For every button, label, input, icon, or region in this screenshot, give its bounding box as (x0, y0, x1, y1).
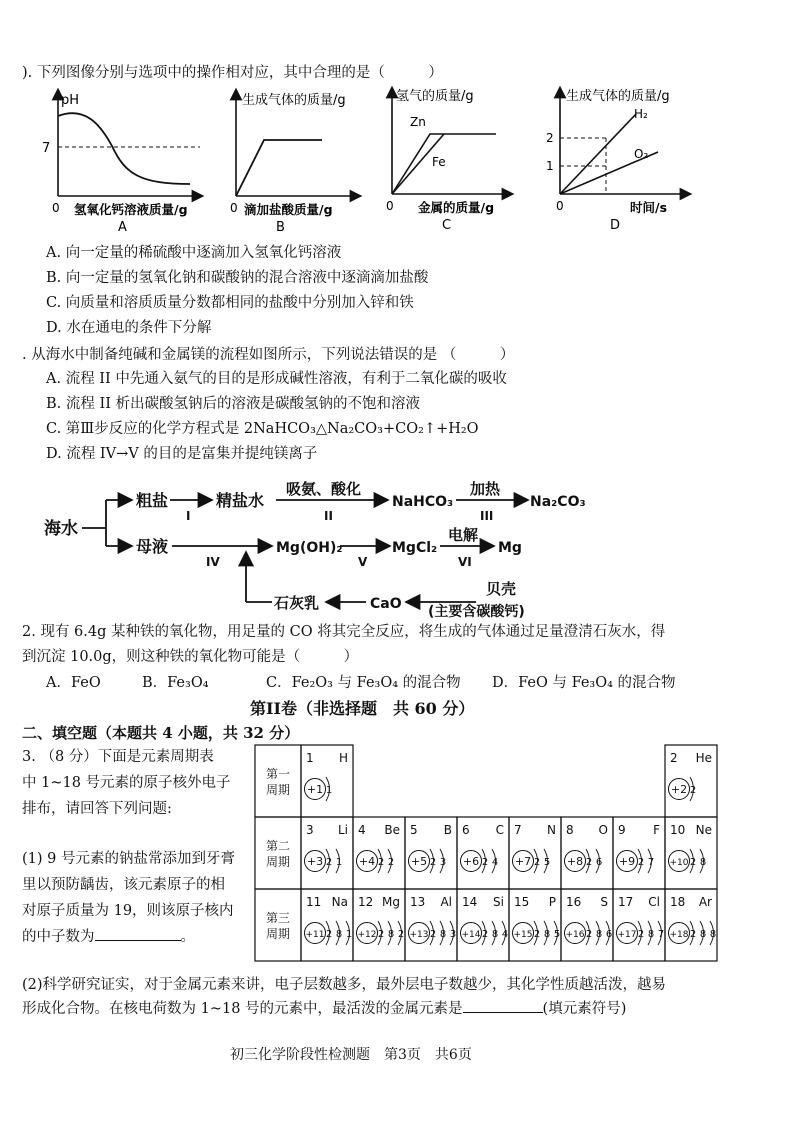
flow-step-4: IV (206, 555, 220, 569)
shell-electron-count: 2 (689, 857, 697, 868)
q-periodic-sub2-text: 形成化合物。在核电荷数为 1~18 号的元素中，最活泼的金属元素是 (22, 1001, 463, 1017)
element-number: 11 (306, 895, 322, 909)
element-symbol: B (443, 823, 452, 837)
shell-electron-count: 2 (325, 929, 333, 940)
graph-b-origin: 0 (230, 201, 238, 215)
graph-a (42, 93, 200, 235)
element-number: 7 (514, 823, 522, 837)
shell-electron-count: 4 (501, 929, 509, 940)
shell-electron-count: 2 (429, 929, 437, 940)
element-symbol: O (598, 823, 608, 837)
element-symbol: H (338, 751, 348, 765)
graph-d-ylabel: 生成气体的质量/g (566, 89, 670, 104)
flow-mgoh2: Mg(OH)₂ (276, 540, 343, 556)
element-symbol: F (653, 823, 660, 837)
graph-d-xlabel: 时间/s (630, 200, 668, 215)
shell-electron-count: 1 (325, 785, 333, 796)
period-label-1: 第一 (265, 767, 291, 781)
graph-a-letter: A (118, 220, 127, 235)
element-symbol: Li (337, 823, 348, 837)
shell-electron-count: 2 (637, 857, 645, 868)
nucleus-charge: +18 (669, 930, 689, 940)
fill-in-heading: 二、填空题（本题共 4 小题，共 32 分） (22, 724, 300, 742)
shell-electron-count: 2 (377, 929, 385, 940)
shell-electron-count: 3 (449, 929, 457, 940)
neutron-answer-blank[interactable] (95, 940, 181, 941)
period-label-1-b: 周期 (265, 783, 291, 797)
q-iron-oxide-option-d: D．FeO 与 Fe₃O₄ 的混合物 (492, 675, 676, 691)
shell-electron-count: 2 (481, 929, 489, 940)
shell-electron-count: 2 (585, 857, 593, 868)
shell-electron-count: 2 (585, 929, 593, 940)
shell-electron-count: 7 (647, 857, 655, 868)
graph-c-letter: C (442, 218, 452, 233)
nucleus-charge: +5 (410, 855, 428, 868)
element-number: 12 (358, 895, 374, 909)
nucleus-charge: +14 (461, 930, 481, 940)
flow-mg: Mg (498, 540, 522, 556)
shell-electron-count: 5 (553, 929, 561, 940)
flow-ammonia-acid: 吸氨、酸化 (286, 480, 362, 498)
element-number: 14 (462, 895, 478, 909)
shell-electron-count: 8 (709, 929, 717, 940)
flow-cao: CaO (370, 596, 402, 612)
nucleus-charge: +4 (358, 855, 376, 868)
flow-nahco3: NaHCO₃ (392, 494, 454, 510)
shell-electron-count: 2 (689, 785, 697, 796)
element-number: 18 (670, 895, 686, 909)
graph-c-xlabel: 金属的质量/g (418, 200, 495, 215)
q-iron-oxide-line1: 2. 现有 6.4g 某种铁的氧化物，用足量的 CO 将其完全反应，将生成的气体通过足量澄清石灰水，得 (22, 624, 666, 640)
nucleus-charge: +7 (514, 855, 532, 868)
shell-electron-count: 1 (345, 929, 353, 940)
graph-b (230, 92, 356, 235)
graphs-figure (30, 84, 750, 236)
graph-a-origin: 0 (52, 201, 60, 215)
element-number: 17 (618, 895, 634, 909)
period-label-2: 第二 (265, 839, 291, 853)
element-symbol: Na (331, 895, 348, 909)
element-symbol: Al (440, 895, 452, 909)
q-seawater-option-c: C. 第Ⅲ步反应的化学方程式是 2NaHCO₃△Na₂CO₃+CO₂↑+H₂O (46, 421, 479, 437)
q-periodic-intro-3: 排布，请回答下列问题: (22, 801, 172, 817)
shell-electron-count: 2 (689, 929, 697, 940)
q-graph-option-a: A. 向一定量的稀硫酸中逐滴加入氢氧化钙溶液 (46, 245, 342, 261)
q-periodic-sub1-4-text: 的中子数为 (22, 929, 95, 945)
element-symbol: Mg (382, 895, 400, 909)
q-graph-option-b: B. 向一定量的氢氧化钠和碳酸钠的混合溶液中逐滴滴加盐酸 (46, 270, 429, 286)
element-symbol: S (600, 895, 608, 909)
nucleus-charge: +13 (409, 930, 429, 940)
flow-step-3: III (480, 509, 494, 523)
nucleus-charge: +11 (305, 930, 325, 940)
shell-electron-count: 2 (429, 857, 437, 868)
graph-c-fe-label: Fe (432, 155, 446, 169)
element-symbol: Si (493, 895, 504, 909)
flow-crude-salt: 粗盐 (136, 491, 169, 510)
nucleus-charge: +10 (669, 858, 689, 868)
flow-electrolysis: 电解 (448, 526, 479, 544)
q-periodic-intro-1: 3. （8 分）下面是元素周期表 (22, 749, 214, 765)
graph-b-xlabel: 滴加盐酸质量/g (244, 202, 333, 217)
q-graph-option-d: D. 水在通电的条件下分解 (46, 320, 212, 336)
q-periodic-intro-2: 中 1~18 号元素的原子核外电子 (22, 775, 231, 791)
q-iron-oxide-option-c: C．Fe₂O₃ 与 Fe₃O₄ 的混合物 (266, 675, 461, 691)
q-periodic-sub2-line1: (2)科学研究证实，对于金属元素来讲，电子层数越多，最外层电子数越少，其化学性质越活泼，越易 (22, 977, 667, 993)
element-symbol: He (695, 751, 712, 765)
shell-electron-count: 2 (533, 857, 541, 868)
section-2-title: 第II卷（非选择题 共 60 分） (250, 699, 475, 718)
nucleus-charge: +2 (670, 783, 688, 796)
shell-electron-count: 5 (543, 857, 551, 868)
shell-electron-count: 4 (491, 857, 499, 868)
period-label-3-b: 周期 (265, 927, 291, 941)
element-symbol: Be (384, 823, 400, 837)
q-iron-oxide-option-b: B．Fe₃O₄ (142, 675, 209, 691)
element-number: 4 (358, 823, 366, 837)
shell-electron-count: 8 (699, 929, 707, 940)
shell-electron-count: 8 (335, 929, 343, 940)
shell-electron-count: 8 (595, 929, 603, 940)
q-seawater-stem: . 从海水中制备纯碱和金属镁的流程如图所示，下列说法错误的是 （ ） (22, 347, 515, 363)
graph-a-ytick: 7 (42, 141, 51, 156)
q-iron-oxide-line2: 到沉淀 10.0g，则这种铁的氧化物可能是（ ） (22, 649, 359, 665)
flow-step-1: I (186, 509, 191, 523)
element-number: 10 (670, 823, 686, 837)
flow-mother-liquor: 母液 (136, 537, 169, 556)
nucleus-charge: +9 (618, 855, 636, 868)
q-periodic-sub2-line2 (22, 998, 626, 1020)
nucleus-charge: +12 (357, 930, 377, 940)
shell-electron-count: 6 (595, 857, 603, 868)
flow-brine: 精盐水 (216, 491, 265, 510)
element-number: 2 (670, 751, 678, 765)
periodic-table (254, 744, 724, 970)
flow-step-5: V (358, 555, 368, 569)
nucleus-charge: +8 (566, 855, 584, 868)
graph-d-o2-label: O₂ (634, 147, 649, 161)
element-symbol: Cl (648, 895, 660, 909)
q-iron-oxide-option-a: A．FeO (46, 675, 101, 691)
shell-electron-count: 2 (637, 929, 645, 940)
nucleus-charge: +16 (565, 930, 585, 940)
flow-step-2: II (324, 509, 333, 523)
graph-d-h2-label: H₂ (634, 107, 648, 121)
flow-limewater: 石灰乳 (274, 594, 320, 612)
page-footer: 初三化学阶段性检测题 第3页 共6页 (230, 1047, 472, 1063)
element-number: 3 (306, 823, 314, 837)
element-symbol: Ar (698, 895, 712, 909)
element-symbol: N (547, 823, 556, 837)
element-symbol: Ne (695, 823, 712, 837)
element-number: 9 (618, 823, 626, 837)
shell-electron-count: 6 (605, 929, 613, 940)
shell-electron-count: 3 (439, 857, 447, 868)
nucleus-charge: +17 (617, 930, 637, 940)
graph-c-ylabel: 氢气的质量/g (396, 89, 474, 104)
shell-electron-count: 7 (657, 929, 665, 940)
shell-electron-count: 8 (491, 929, 499, 940)
element-number: 13 (410, 895, 426, 909)
q-seawater-option-d: D. 流程 IV→V 的目的是富集并提纯镁离子 (46, 446, 318, 462)
graph-c (386, 89, 508, 233)
element-number: 16 (566, 895, 582, 909)
element-number: 6 (462, 823, 470, 837)
nucleus-charge: +3 (306, 855, 324, 868)
shell-electron-count: 8 (699, 857, 707, 868)
shell-electron-count: 2 (397, 929, 405, 940)
shell-electron-count: 8 (543, 929, 551, 940)
q-periodic-sub1-2: 里以预防龋齿，该元素原子的相 (22, 877, 225, 893)
graph-d-origin: 0 (556, 199, 564, 213)
nucleus-charge: +1 (306, 783, 324, 796)
graph-a-xlabel: 氢氧化钙溶液质量/g (74, 202, 188, 217)
graph-c-origin: 0 (386, 199, 394, 213)
shell-electron-count: 2 (387, 857, 395, 868)
q-seawater-option-a: A. 流程 II 中先通入氨气的目的是形成碱性溶液，有利于二氧化碳的吸收 (46, 371, 507, 387)
graph-d-letter: D (610, 218, 621, 233)
shell-electron-count: 2 (325, 857, 333, 868)
active-metal-answer-blank[interactable] (463, 1012, 543, 1013)
q-graph-stem: ). 下列图像分别与选项中的操作相对应，其中合理的是（ ） (22, 65, 443, 81)
seawater-flowchart (40, 474, 600, 620)
q-periodic-sub1-1: (1) 9 号元素的钠盐常添加到牙膏 (22, 851, 235, 867)
q-graph-option-c: C. 向质量和溶质质量分数都相同的盐酸中分别加入锌和铁 (46, 295, 414, 311)
element-number: 1 (306, 751, 314, 765)
shell-electron-count: 1 (335, 857, 343, 868)
q-seawater-option-b: B. 流程 II 析出碳酸氢钠后的溶液是碳酸氢钠的不饱和溶液 (46, 396, 421, 412)
flow-shell: 贝壳 (486, 580, 517, 598)
flow-shell-note: (主要含碳酸钙) (428, 604, 525, 620)
flow-na2co3: Na₂CO₃ (530, 494, 586, 510)
period-label-2-b: 周期 (265, 855, 291, 869)
shell-electron-count: 2 (533, 929, 541, 940)
flow-heat: 加热 (470, 480, 501, 498)
flow-mgcl2: MgCl₂ (392, 540, 438, 556)
shell-electron-count: 2 (481, 857, 489, 868)
flow-step-6: VI (458, 555, 472, 569)
q-periodic-sub2-tail: (填元素符号) (542, 1001, 627, 1017)
element-number: 5 (410, 823, 418, 837)
element-symbol: P (548, 895, 556, 909)
graph-c-zn-label: Zn (410, 115, 426, 129)
shell-electron-count: 8 (647, 929, 655, 940)
element-number: 8 (566, 823, 574, 837)
nucleus-charge: +15 (513, 930, 533, 940)
q-periodic-sub1-3: 对原子质量为 19，则该原子核内 (22, 903, 234, 919)
shell-electron-count: 2 (377, 857, 385, 868)
element-number: 15 (514, 895, 530, 909)
graph-d-ytick-2: 2 (546, 131, 554, 145)
element-symbol: C (495, 823, 504, 837)
q-periodic-sub1-4: 的中子数为 。 (22, 929, 195, 945)
graph-d-ytick-1: 1 (546, 159, 554, 173)
shell-electron-count: 8 (387, 929, 395, 940)
nucleus-charge: +6 (462, 855, 480, 868)
graph-b-ylabel: 生成气体的质量/g (242, 93, 346, 108)
flow-seawater: 海水 (44, 519, 78, 539)
graph-d (546, 88, 686, 233)
period-label-3: 第三 (265, 911, 291, 925)
graph-a-ylabel: pH (61, 93, 80, 108)
graph-b-letter: B (276, 220, 285, 235)
shell-electron-count: 8 (439, 929, 447, 940)
